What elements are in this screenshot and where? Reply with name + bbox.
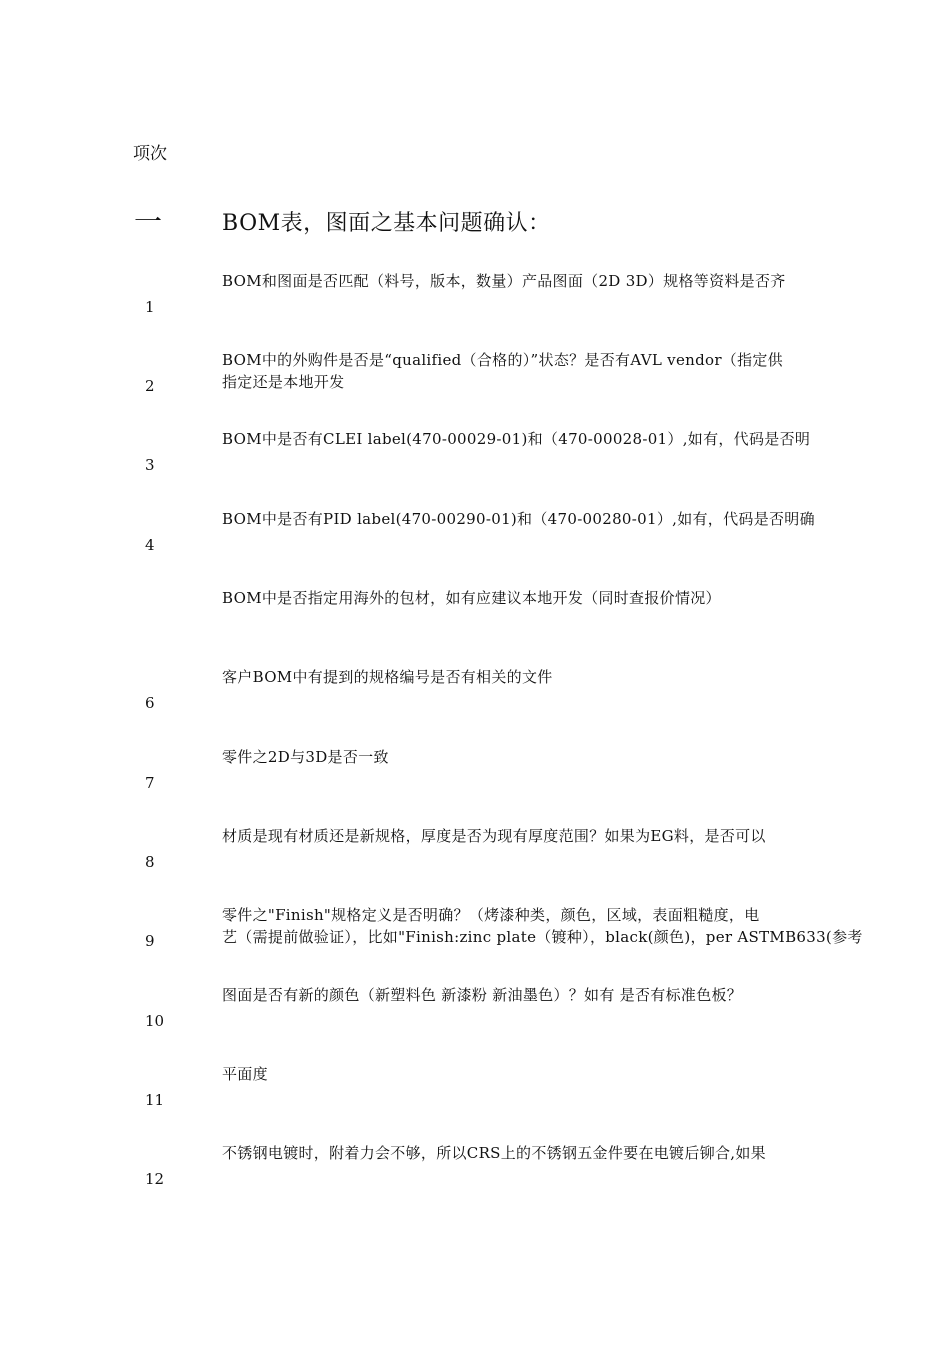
- item-number: 11: [145, 1091, 165, 1109]
- section-title: BOM表，图面之基本问题确认：: [222, 211, 551, 236]
- item-number: 12: [145, 1170, 165, 1188]
- item-number: 4: [145, 536, 155, 554]
- checklist-item: [0, 666, 950, 746]
- checklist-item: [0, 1142, 950, 1222]
- item-text: 零件之2D与3D是否一致: [222, 748, 389, 766]
- item-text: 零件之"Finish"规格定义是否明确？（烤漆种类，颜色，区域，表面粗糙度，电 艺（需提前做验证），比如"Finish:zinc plate（镀种），black(颜色)，per ASTMB633(参考: [222, 906, 863, 946]
- checklist-item: [0, 904, 950, 984]
- checklist-item: [0, 270, 950, 350]
- item-number: 1: [145, 298, 155, 316]
- item-number: 9: [145, 932, 155, 950]
- item-number: 6: [145, 694, 155, 712]
- checklist-item: [0, 587, 950, 667]
- item-text: 图面是否有新的颜色（新塑料色 新漆粉 新油墨色）？如有 是否有标准色板？: [222, 986, 743, 1004]
- item-number: 3: [145, 456, 155, 474]
- item-number: 10: [145, 1012, 165, 1030]
- item-text: 客户BOM中有提到的规格编号是否有相关的文件: [222, 668, 553, 686]
- item-number: 8: [145, 853, 155, 871]
- checklist-item: [0, 508, 950, 588]
- checklist-item: [0, 349, 950, 429]
- item-text: 不锈钢电镀时，附着力会不够，所以CRS上的不锈钢五金件要在电镀后铆合,如果: [222, 1144, 766, 1162]
- checklist-item: [0, 825, 950, 905]
- item-number: 2: [145, 377, 155, 395]
- checklist-item: [0, 428, 950, 508]
- column-header-item-no: 项次: [133, 144, 167, 164]
- item-text: 平面度: [222, 1065, 268, 1083]
- section-number: 一: [134, 205, 163, 238]
- item-text: BOM中是否指定用海外的包材，如有应建议本地开发（同时查报价情况）: [222, 589, 721, 607]
- item-text: BOM中是否有PID label(470-00290-01)和（470-00280-01）,如有，代码是否明确: [222, 510, 815, 528]
- checklist-item: [0, 1063, 950, 1143]
- item-text: BOM中的外购件是否是“qualified（合格的）”状态？是否有AVL vendor（指定供 指定还是本地开发: [222, 351, 783, 391]
- item-text: BOM和图面是否匹配（料号，版本，数量）产品图面（2D 3D）规格等资料是否齐: [222, 272, 786, 290]
- item-text: 材质是现有材质还是新规格，厚度是否为现有厚度范围？如果为EG料，是否可以: [222, 827, 766, 845]
- item-number: 7: [145, 774, 155, 792]
- checklist-item: [0, 984, 950, 1064]
- checklist-item: [0, 746, 950, 826]
- item-text: BOM中是否有CLEI label(470-00029-01)和（470-00028-01）,如有，代码是否明: [222, 430, 811, 448]
